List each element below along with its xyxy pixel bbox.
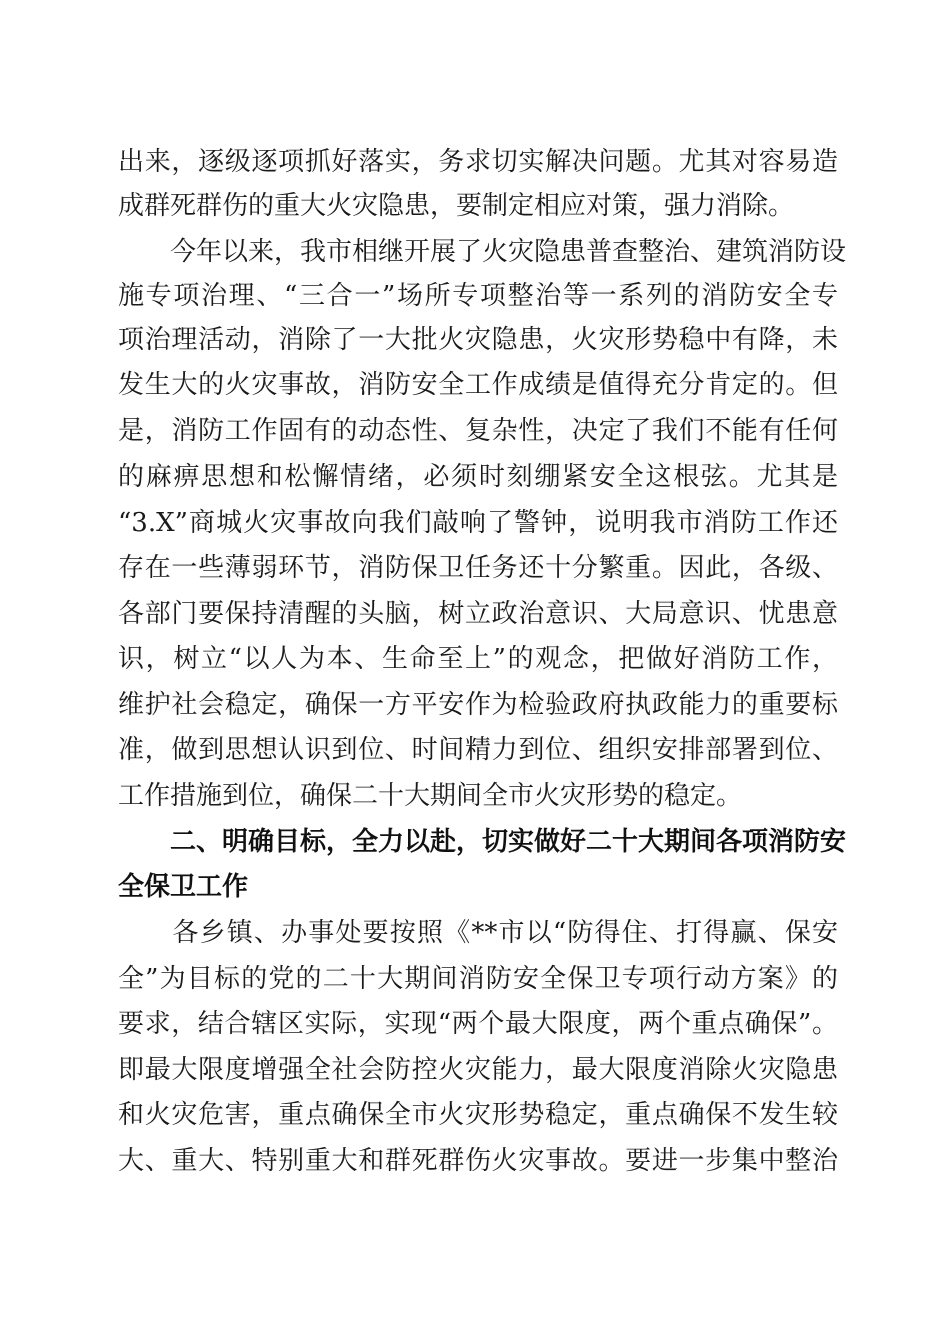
paragraph-2-line-10: 识，树立“以人为本、生命至上”的观念，把做好消防工作， [118, 644, 838, 674]
paragraph-2-line-11: 维护社会稳定，确保一方平安作为检验政府执政能力的重要标 [118, 690, 838, 720]
paragraph-2-line-5: 是，消防工作固有的动态性、复杂性，决定了我们不能有任何 [118, 416, 838, 446]
paragraph-3-line-1: 各乡镇、办事处要按照《**市以“防得住、打得赢、保安 [118, 918, 838, 948]
paragraph-3-line-3: 要求，结合辖区实际，实现“两个最大限度，两个重点确保”。 [118, 1009, 838, 1039]
paragraph-2-line-7: “3.X”商城火灾事故向我们敲响了警钟，说明我市消防工作还 [118, 508, 838, 538]
paragraph-2-line-6: 的麻痹思想和松懈情绪，必须时刻绷紧安全这根弦。尤其是 [118, 462, 838, 492]
paragraph-2-line-2: 施专项治理、“三合一”场所专项整治等一系列的消防安全专 [118, 281, 838, 311]
paragraph-3-line-4: 即最大限度增强全社会防控火灾能力，最大限度消除火灾隐患 [118, 1055, 838, 1085]
section-heading-line-2: 全保卫工作 [118, 872, 249, 902]
paragraph-1-line-1: 出来，逐级逐项抓好落实，务求切实解决问题。尤其对容易造 [118, 147, 838, 177]
section-heading-line-1: 二、明确目标，全力以赴，切实做好二十大期间各项消防安 [118, 827, 847, 857]
paragraph-2-line-13: 工作措施到位，确保二十大期间全市火灾形势的稳定。 [118, 781, 743, 811]
paragraph-2-line-3: 项治理活动，消除了一大批火灾隐患，火灾形势稳中有降，未 [118, 325, 838, 355]
paragraph-3-line-5: 和火灾危害，重点确保全市火灾形势稳定，重点确保不发生较 [118, 1100, 838, 1130]
paragraph-1-line-2: 成群死群伤的重大火灾隐患，要制定相应对策，强力消除。 [118, 191, 795, 221]
paragraph-2-line-8: 存在一些薄弱环节，消防保卫任务还十分繁重。因此，各级、 [118, 553, 838, 583]
paragraph-3-line-6: 大、重大、特别重大和群死群伤火灾事故。要进一步集中整治 [118, 1146, 838, 1176]
paragraph-2-line-4: 发生大的火灾事故，消防安全工作成绩是值得充分肯定的。但 [118, 370, 838, 400]
paragraph-2-line-9: 各部门要保持清醒的头脑，树立政治意识、大局意识、忧患意 [118, 599, 838, 629]
paragraph-3-line-2: 全”为目标的党的二十大期间消防安全保卫专项行动方案》的 [118, 964, 838, 994]
paragraph-2-line-1: 今年以来，我市相继开展了火灾隐患普查整治、建筑消防设 [118, 237, 847, 267]
paragraph-2-line-12: 准，做到思想认识到位、时间精力到位、组织安排部署到位、 [118, 735, 838, 765]
